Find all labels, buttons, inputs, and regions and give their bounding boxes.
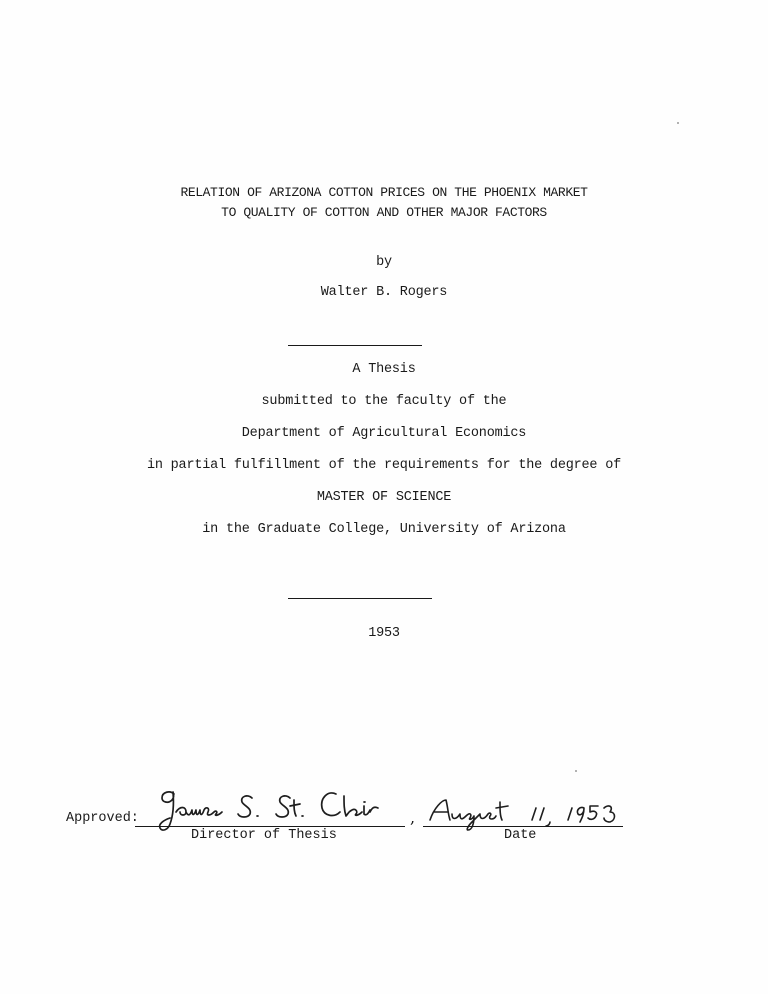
thesis-title-line-2: TO QUALITY OF COTTON AND OTHER MAJOR FACTORS	[221, 205, 547, 220]
thesis-kind: A Thesis	[352, 362, 416, 377]
paper-speck	[677, 122, 679, 124]
degree-line: MASTER OF SCIENCE	[316, 490, 452, 505]
department-line: Department of Agricultural Economics	[241, 426, 527, 441]
college-line: in the Graduate College, University of Arizona	[202, 522, 566, 537]
fulfillment-line: in partial fulfillment of the requirements for the degree of	[146, 458, 622, 473]
thesis-title-line-1: RELATION OF ARIZONA COTTON PRICES ON THE PHOENIX MARKET	[180, 185, 588, 200]
approved-label: Approved:	[66, 811, 139, 826]
date-caption: Date	[504, 828, 537, 843]
by-label: by	[376, 255, 392, 270]
paper-speck	[575, 770, 577, 772]
submitted-line: submitted to the faculty of the	[261, 394, 507, 409]
date-signature-line	[423, 826, 623, 827]
director-signature-line	[135, 826, 405, 827]
director-caption: Director of Thesis	[191, 828, 337, 843]
year-line: 1953	[368, 626, 400, 641]
author-name: Walter B. Rogers	[320, 285, 448, 300]
separator-comma: ,	[410, 808, 416, 827]
